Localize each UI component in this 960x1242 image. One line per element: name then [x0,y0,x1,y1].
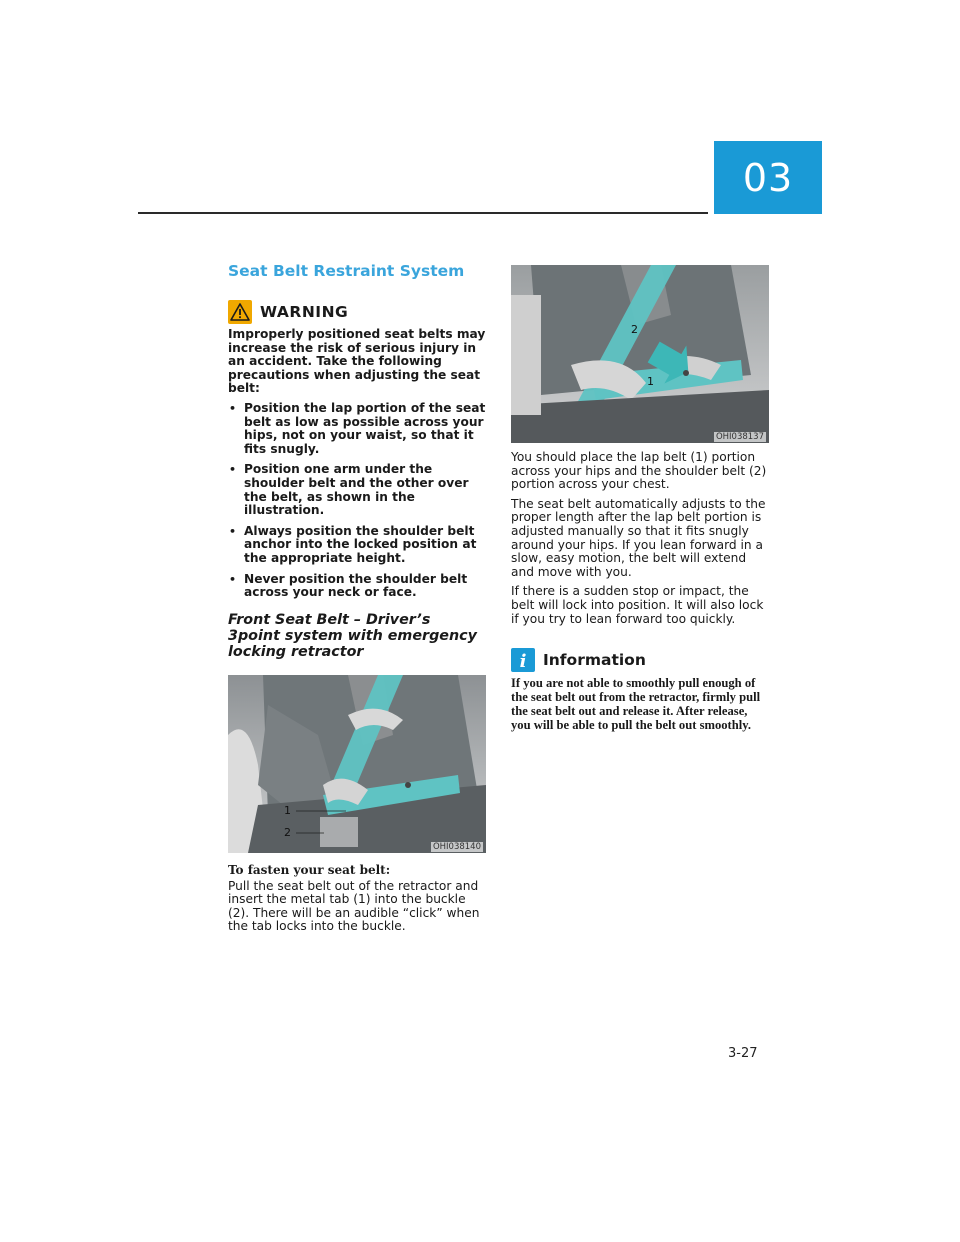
fasten-heading: To fasten your seat belt: [228,862,391,877]
belt-position-illustration [511,265,769,443]
header-rule [138,212,708,214]
figure-code: OHI038137 [715,432,764,442]
warning-intro: Improperly positioned seat belts may increase the risk of serious injury in an accident. Take the following precautions when adjusting the seat belt: [228,327,486,396]
callout-1: 1 [284,803,291,817]
figure-code: OHI038140 [432,841,481,852]
figure-belt-position [511,265,769,443]
front-seat-belt-subhead: Front Seat Belt – Driver’s 3point system with emergency locking retractor [228,611,477,660]
section-title: Seat Belt Restraint System [228,262,465,280]
information-text: If you are not able to smoothly pull enough of the seat belt out from the retractor, firmly pull the seat belt out and release it. After release, you will be able to pull the belt out smoothly. [511,676,761,733]
paragraph: You should place the lap belt (1) portion across your hips and the shoulder belt (2) portion across your chest. [511,450,767,492]
warning-list [228,402,486,600]
warning-label: WARNING [260,303,349,321]
callout-1: 1 [647,375,654,388]
right-column [511,265,769,732]
figure-fasten-belt [228,675,486,853]
info-icon [511,648,535,672]
information-header [511,648,769,672]
information-label: Information [543,651,646,670]
svg-text:i: i [519,651,527,673]
warning-triangle-icon [228,300,252,324]
warning-bullet: • Position the lap portion of the seat belt as low as possible across your hips, not on your waist, so that it fits snugly. [228,402,486,456]
callout-2: 2 [284,825,291,839]
paragraph: The seat belt automatically adjusts to the proper length after the lap belt portion is adjusted manually so that it fits snugly around your hips. If you lean forward in a slow, easy motion, the belt will extend and move with you. [511,496,766,579]
warning-bullet: • Position one arm under the shoulder belt and the other over the belt, as shown in the illustration. [228,463,486,517]
page-number: 3-27 [728,1046,758,1061]
fasten-text: Pull the seat belt out of the retractor and insert the metal tab (1) into the buckle (2). There will be an audible “click” when the tab locks into the buckle. [228,878,480,934]
warning-header [228,300,486,324]
driver-fastening-belt-illustration [228,675,486,853]
left-column [228,262,486,940]
warning-bullet: • Never position the shoulder belt across your neck or face. [228,573,486,600]
warning-body [228,328,486,600]
right-paragraphs [511,451,769,626]
callout-2: 2 [631,323,638,336]
warning-bullet: • Always position the shoulder belt anchor into the locked position at the appropriate height. [228,525,486,566]
paragraph: If there is a sudden stop or impact, the belt will lock into position. It will also lock if you try to lean forward too quickly. [511,584,764,626]
chapter-tab: 03 [714,141,822,214]
